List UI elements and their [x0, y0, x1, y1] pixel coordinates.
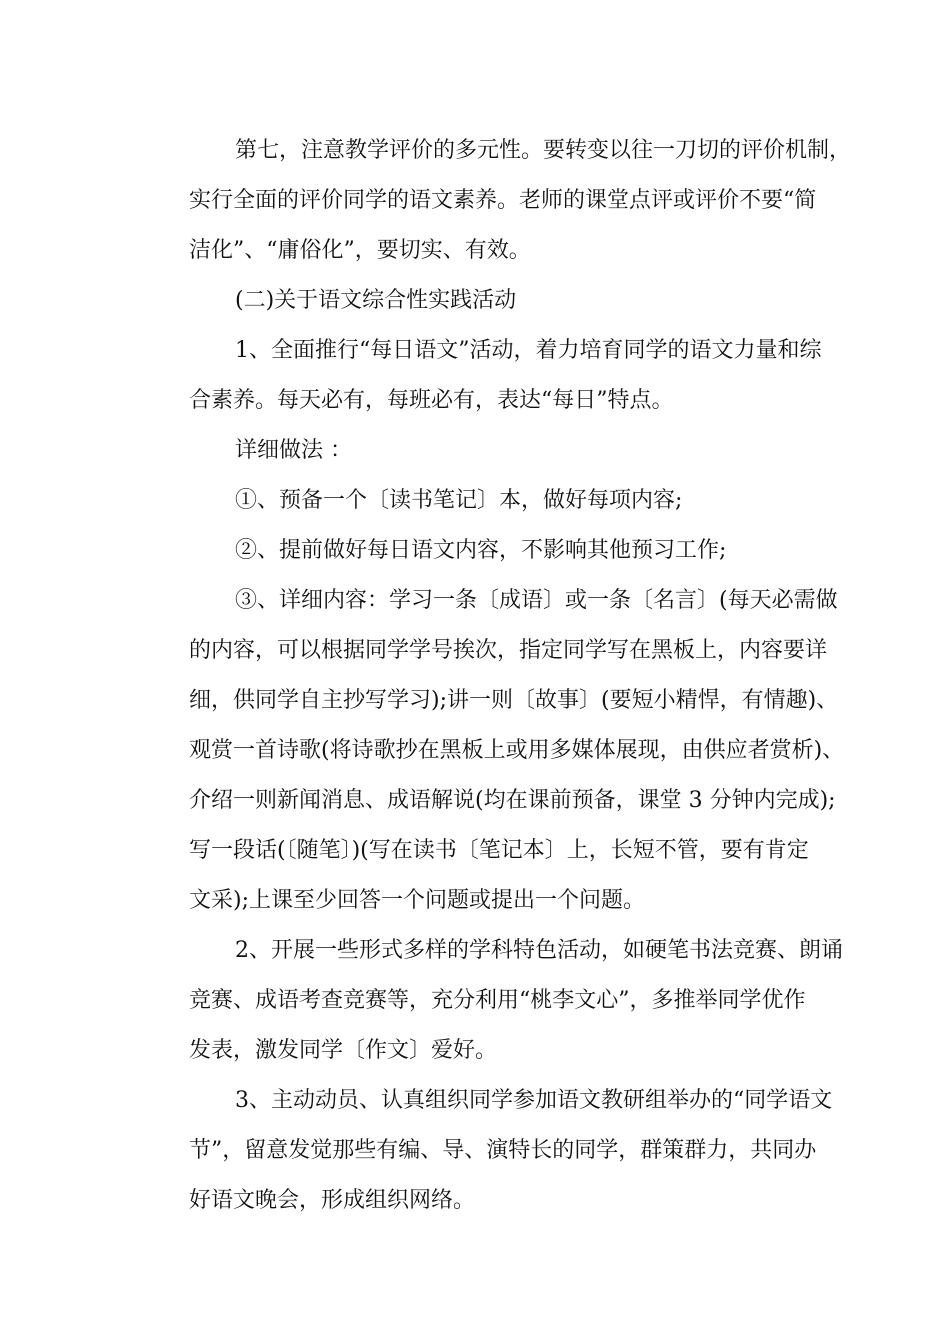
paragraph-method-label	[143, 426, 811, 476]
text-line: 竞赛、成语考查竞赛等，充分利用“桃李文心”，多推举同学优作	[189, 988, 806, 1013]
text-line: ①、预备一个〔读书笔记〕本，做好每项内容;	[235, 488, 683, 513]
document-body	[143, 126, 852, 1226]
text-line: 的内容，可以根据同学学号挨次，指定同学写在黑板上，内容要详	[189, 638, 828, 663]
paragraph-item-3	[143, 1076, 833, 1226]
text-line: 好语文晚会，形成组织网络。	[189, 1188, 476, 1213]
text-line: 发表，激发同学〔作文〕爱好。	[189, 1038, 498, 1063]
text-line: 洁化”、“庸俗化”，要切实、有效。	[189, 238, 531, 263]
text-line: ③、详细内容：学习一条〔成语〕或一条〔名言〕(每天必需做	[235, 588, 838, 613]
text-line: 观赏一首诗歌(将诗歌抄在黑板上或用多媒体展现，由供应者赏析)、	[189, 738, 845, 763]
paragraph-step-2	[143, 526, 811, 576]
text-line: 2、开展一些形式多样的学科特色活动，如硬笔书法竞赛、朗诵	[235, 938, 843, 963]
text-line: 1、全面推行“每日语文”活动，着力培育同学的语文力量和综	[235, 338, 822, 363]
paragraph-step-1	[143, 476, 811, 526]
section-heading-text: (二)关于语文综合性实践活动	[235, 288, 517, 313]
text-line: ②、提前做好每日语文内容，不影响其他预习工作;	[235, 538, 727, 563]
paragraph-evaluation	[143, 126, 852, 276]
text-line: 实行全面的评价同学的语文素养。老师的课堂点评或评价不要“简	[189, 188, 817, 213]
paragraph-step-3	[143, 576, 845, 926]
paragraph-item-1	[143, 326, 822, 426]
paragraph-item-2	[143, 926, 843, 1076]
text-line: 介绍一则新闻消息、成语解说(均在课前预备，课堂 3 分钟内完成);	[189, 788, 836, 813]
section-heading	[143, 276, 811, 326]
text-line: 节”，留意发觉那些有编、导、演特长的同学，群策群力，共同办	[189, 1138, 817, 1163]
text-line: 细，供同学自主抄写学习);讲一则〔故事〕(要短小精悍，有情趣)、	[189, 688, 839, 713]
text-line: 详细做法 ：	[235, 438, 352, 463]
text-line: 文采);上课至少回答一个问题或提出一个问题。	[189, 888, 645, 913]
text-line: 3、主动动员、认真组织同学参加语文教研组举办的“同学语文	[235, 1088, 833, 1113]
text-line: 合素养。每天必有，每班必有，表达“每日”特点。	[189, 388, 674, 413]
text-line: 写一段话(〔随笔〕)(写在读书〔笔记本〕上，长短不管，要有肯定	[189, 838, 809, 863]
text-line: 第七，注意教学评价的多元性。要转变以往一刀切的评价机制，	[235, 138, 852, 163]
